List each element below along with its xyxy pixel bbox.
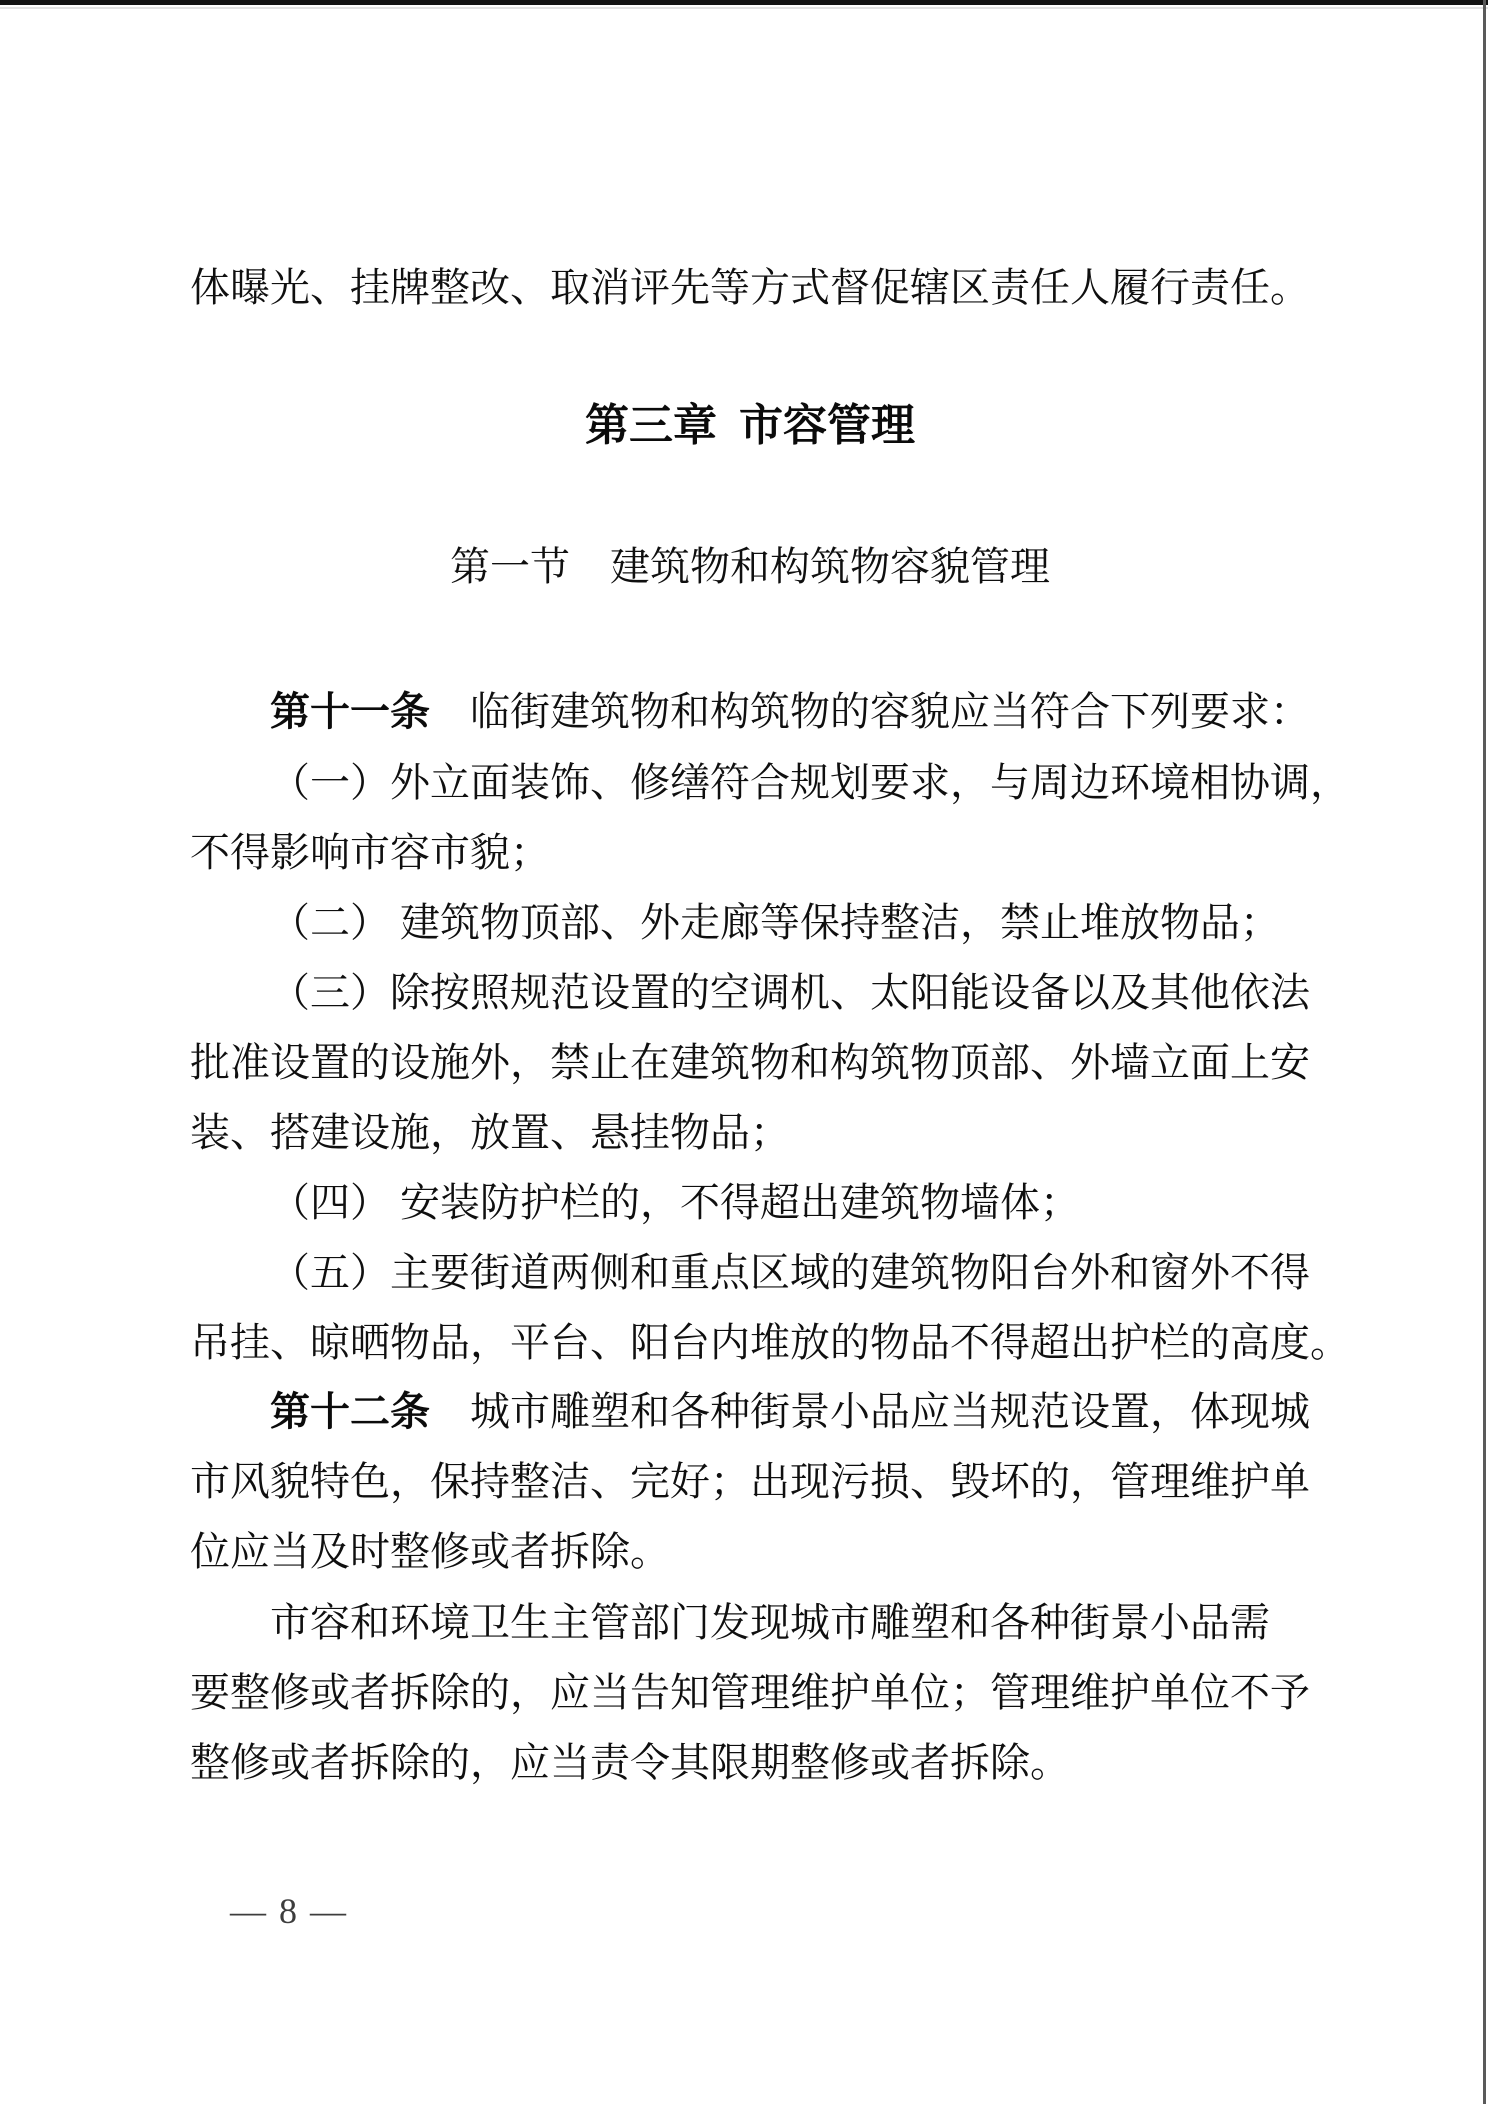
section-heading (190, 544, 1310, 589)
article-12-para-2-line-3: 整修或者拆除的，应当责令其限期整修或者拆除。 (190, 1740, 1070, 1785)
article-11-intro-text: 临街建筑物和构筑物的容貌应当符合下列要求： (470, 689, 1310, 734)
body-line-continuation: 体曝光、挂牌整改、取消评先等方式督促辖区责任人履行责任。 (190, 265, 1310, 310)
article-12-para-2-line-2: 要整修或者拆除的，应当告知管理维护单位；管理维护单位不予 (190, 1670, 1310, 1715)
article-11-number: 第十一条 (270, 690, 430, 734)
chapter-title: 市容管理 (739, 401, 915, 450)
page-top-border (0, 0, 1488, 5)
chapter-label: 第三章 (585, 401, 717, 450)
article-11-item-2: （二） 建筑物顶部、外走廊等保持整洁，禁止堆放物品； (270, 900, 1280, 945)
article-12-intro-text: 城市雕塑和各种街景小品应当规范设置，体现城 (470, 1389, 1310, 1434)
article-11-item-3-line-3: 装、搭建设施，放置、悬挂物品； (190, 1110, 790, 1155)
section-label: 第一节 (450, 544, 570, 589)
article-11-item-1-line-1: （一）外立面装饰、修缮符合规划要求，与周边环境相协调， (270, 760, 1350, 805)
page-number: — 8 — (230, 1891, 348, 1931)
article-11-item-4: （四） 安装防护栏的，不得超出建筑物墙体； (270, 1180, 1080, 1225)
article-11-item-1-line-2: 不得影响市容市貌； (190, 830, 550, 875)
article-11-item-3-line-2: 批准设置的设施外，禁止在建筑物和构筑物顶部、外墙立面上安 (190, 1040, 1310, 1085)
article-12-para-1-line-2: 市风貌特色，保持整洁、完好；出现污损、毁坏的，管理维护单 (190, 1459, 1310, 1504)
section-title: 建筑物和构筑物容貌管理 (610, 544, 1050, 589)
page-top-border-shadow (0, 7, 1488, 9)
page-right-border (1483, 0, 1486, 2104)
article-11-intro-line (190, 689, 1470, 734)
chapter-heading (190, 401, 1310, 450)
article-11-item-5-line-1: （五）主要街道两侧和重点区域的建筑物阳台外和窗外不得 (270, 1250, 1310, 1295)
article-12-para-2-line-1: 市容和环境卫生主管部门发现城市雕塑和各种街景小品需 (270, 1600, 1270, 1645)
article-12-number: 第十二条 (270, 1390, 430, 1434)
article-11-item-5-line-2: 吊挂、晾晒物品，平台、阳台内堆放的物品不得超出护栏的高度。 (190, 1320, 1350, 1365)
article-11-item-3-line-1: （三）除按照规范设置的空调机、太阳能设备以及其他依法 (270, 970, 1310, 1015)
article-12-para-1-line-3: 位应当及时整修或者拆除。 (190, 1529, 670, 1574)
article-12-intro-line (190, 1389, 1470, 1434)
